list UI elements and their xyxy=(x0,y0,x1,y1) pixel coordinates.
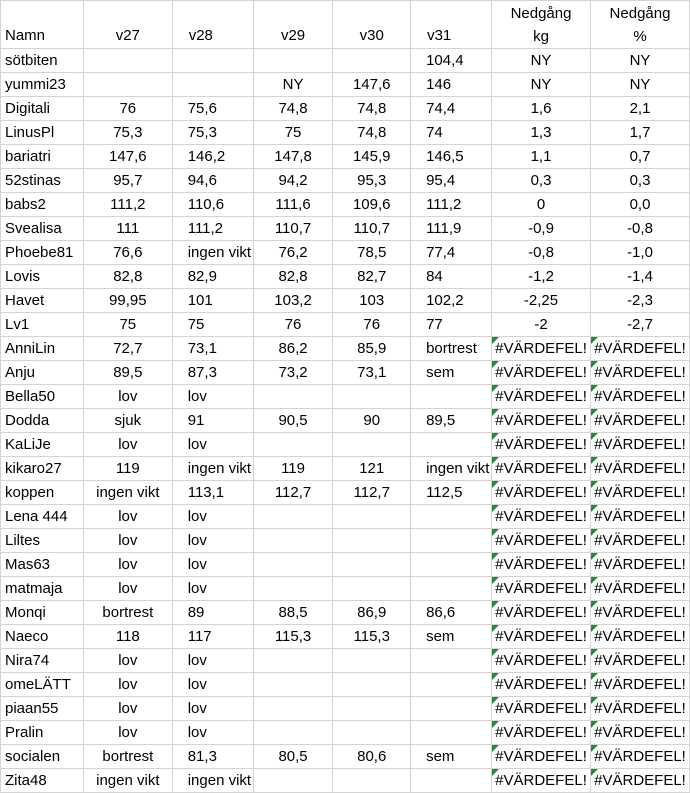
cell-v31[interactable] xyxy=(411,433,492,457)
cell-v30[interactable]: 90 xyxy=(333,409,411,433)
cell-v29[interactable]: 82,8 xyxy=(253,265,333,289)
header-loss-pct-cell[interactable] xyxy=(590,1,689,49)
cell-v28[interactable]: lov xyxy=(172,433,253,457)
cell-v28[interactable]: 82,9 xyxy=(172,265,253,289)
cell-loss-pct[interactable]: #VÄRDEFEL! xyxy=(590,625,689,649)
cell-loss-kg[interactable]: #VÄRDEFEL! xyxy=(492,409,591,433)
cell-name[interactable]: sötbiten xyxy=(1,49,84,73)
cell-v28[interactable]: 117 xyxy=(172,625,253,649)
cell-name[interactable]: yummi23 xyxy=(1,73,84,97)
cell-v30[interactable] xyxy=(333,553,411,577)
header-v30-cell[interactable]: v30 xyxy=(333,1,411,49)
cell-name[interactable]: Mas63 xyxy=(1,553,84,577)
table-row xyxy=(1,289,690,313)
table-row xyxy=(1,97,690,121)
cell-v30[interactable]: 147,6 xyxy=(333,73,411,97)
cell-v29[interactable]: 115,3 xyxy=(253,625,333,649)
cell-loss-pct[interactable]: #VÄRDEFEL! xyxy=(590,673,689,697)
header-loss-pct-line1: Nedgång xyxy=(609,5,671,22)
cell-v27[interactable]: lov xyxy=(83,673,172,697)
cell-name[interactable]: 52stinas xyxy=(1,169,84,193)
cell-v30[interactable]: 73,1 xyxy=(333,361,411,385)
cell-loss-pct[interactable]: -2,3 xyxy=(590,289,689,313)
cell-v30[interactable]: 110,7 xyxy=(333,217,411,241)
cell-v31[interactable]: 74 xyxy=(411,121,492,145)
cell-loss-kg[interactable]: #VÄRDEFEL! xyxy=(492,745,591,769)
cell-v31[interactable]: bortrest xyxy=(411,337,492,361)
cell-v30[interactable]: 145,9 xyxy=(333,145,411,169)
cell-name[interactable]: kikaro27 xyxy=(1,457,84,481)
cell-loss-pct[interactable]: #VÄRDEFEL! xyxy=(590,601,689,625)
table-row xyxy=(1,769,690,793)
cell-v30[interactable]: 76 xyxy=(333,313,411,337)
table-row xyxy=(1,673,690,697)
table-row xyxy=(1,217,690,241)
cell-v29[interactable] xyxy=(253,769,333,793)
cell-name[interactable]: piaan55 xyxy=(1,697,84,721)
cell-v31[interactable]: 77,4 xyxy=(411,241,492,265)
cell-v31[interactable] xyxy=(411,673,492,697)
cell-v29[interactable] xyxy=(253,553,333,577)
cell-v31[interactable]: 102,2 xyxy=(411,289,492,313)
table-row xyxy=(1,241,690,265)
cell-name[interactable]: babs2 xyxy=(1,193,84,217)
cell-v31[interactable]: 89,5 xyxy=(411,409,492,433)
cell-name[interactable]: Digitali xyxy=(1,97,84,121)
cell-v30[interactable]: 109,6 xyxy=(333,193,411,217)
cell-loss-kg[interactable]: #VÄRDEFEL! xyxy=(492,721,591,745)
cell-loss-kg[interactable]: -1,2 xyxy=(492,265,591,289)
cell-v30[interactable]: 95,3 xyxy=(333,169,411,193)
cell-v31[interactable] xyxy=(411,721,492,745)
cell-name[interactable]: KaLiJe xyxy=(1,433,84,457)
cell-v31[interactable] xyxy=(411,697,492,721)
cell-v28[interactable]: 75 xyxy=(172,313,253,337)
cell-v29[interactable] xyxy=(253,385,333,409)
cell-v30[interactable]: 80,6 xyxy=(333,745,411,769)
table-row xyxy=(1,745,690,769)
cell-name[interactable]: AnniLin xyxy=(1,337,84,361)
cell-loss-pct[interactable]: #VÄRDEFEL! xyxy=(590,481,689,505)
cell-v28[interactable] xyxy=(172,73,253,97)
header-loss-kg-line2: kg xyxy=(533,28,549,45)
cell-loss-kg[interactable]: #VÄRDEFEL! xyxy=(492,433,591,457)
table-row xyxy=(1,601,690,625)
cell-loss-pct[interactable]: #VÄRDEFEL! xyxy=(590,745,689,769)
cell-loss-pct[interactable]: #VÄRDEFEL! xyxy=(590,553,689,577)
table-row xyxy=(1,337,690,361)
cell-v31[interactable]: ingen vikt xyxy=(411,457,492,481)
cell-name[interactable]: Pralin xyxy=(1,721,84,745)
cell-v27[interactable]: 111,2 xyxy=(83,193,172,217)
table-row xyxy=(1,553,690,577)
cell-loss-pct[interactable]: 2,1 xyxy=(590,97,689,121)
cell-loss-pct[interactable]: #VÄRDEFEL! xyxy=(590,769,689,793)
cell-loss-kg[interactable]: #VÄRDEFEL! xyxy=(492,625,591,649)
cell-v28[interactable]: 146,2 xyxy=(172,145,253,169)
cell-v29[interactable]: 75 xyxy=(253,121,333,145)
cell-v28[interactable]: 73,1 xyxy=(172,337,253,361)
cell-v30[interactable]: 86,9 xyxy=(333,601,411,625)
cell-v29[interactable]: 76 xyxy=(253,313,333,337)
table-row xyxy=(1,73,690,97)
cell-v28[interactable]: ingen vikt xyxy=(172,457,253,481)
cell-v30[interactable] xyxy=(333,505,411,529)
cell-v29[interactable]: 94,2 xyxy=(253,169,333,193)
cell-v28[interactable]: 75,3 xyxy=(172,121,253,145)
table-row xyxy=(1,433,690,457)
cell-v28[interactable]: 87,3 xyxy=(172,361,253,385)
header-v28-cell[interactable]: v28 xyxy=(172,1,253,49)
cell-v27[interactable]: 89,5 xyxy=(83,361,172,385)
cell-v29[interactable]: 147,8 xyxy=(253,145,333,169)
cell-loss-pct[interactable]: 0,3 xyxy=(590,169,689,193)
cell-v28[interactable]: lov xyxy=(172,697,253,721)
cell-name[interactable]: Bella50 xyxy=(1,385,84,409)
cell-loss-kg[interactable]: 1,3 xyxy=(492,121,591,145)
cell-name[interactable]: Nira74 xyxy=(1,649,84,673)
cell-loss-kg[interactable]: 0,3 xyxy=(492,169,591,193)
cell-v30[interactable] xyxy=(333,529,411,553)
cell-name[interactable]: koppen xyxy=(1,481,84,505)
cell-loss-kg[interactable]: #VÄRDEFEL! xyxy=(492,553,591,577)
cell-v27[interactable] xyxy=(83,73,172,97)
cell-v27[interactable]: ingen vikt xyxy=(83,481,172,505)
cell-loss-pct[interactable]: #VÄRDEFEL! xyxy=(590,385,689,409)
table-row xyxy=(1,169,690,193)
cell-v29[interactable]: 119 xyxy=(253,457,333,481)
cell-v30[interactable] xyxy=(333,649,411,673)
cell-v30[interactable] xyxy=(333,49,411,73)
cell-loss-kg[interactable]: #VÄRDEFEL! xyxy=(492,697,591,721)
cell-v30[interactable]: 121 xyxy=(333,457,411,481)
table-row xyxy=(1,265,690,289)
cell-v31[interactable]: 74,4 xyxy=(411,97,492,121)
header-v27-cell[interactable]: v27 xyxy=(83,1,172,49)
cell-name[interactable]: Monqi xyxy=(1,601,84,625)
cell-name[interactable]: Lena 444 xyxy=(1,505,84,529)
cell-loss-pct[interactable]: 1,7 xyxy=(590,121,689,145)
cell-v30[interactable]: 82,7 xyxy=(333,265,411,289)
cell-loss-pct[interactable]: #VÄRDEFEL! xyxy=(590,721,689,745)
cell-v31[interactable]: sem xyxy=(411,361,492,385)
header-row xyxy=(1,1,690,49)
table-row xyxy=(1,697,690,721)
table-row xyxy=(1,505,690,529)
cell-v29[interactable]: 110,7 xyxy=(253,217,333,241)
table-row xyxy=(1,193,690,217)
cell-v29[interactable] xyxy=(253,721,333,745)
cell-v27[interactable]: lov xyxy=(83,433,172,457)
cell-loss-kg[interactable]: -2 xyxy=(492,313,591,337)
table-row xyxy=(1,457,690,481)
cell-v30[interactable] xyxy=(333,721,411,745)
cell-v30[interactable] xyxy=(333,697,411,721)
cell-v31[interactable] xyxy=(411,385,492,409)
cell-loss-kg[interactable]: -2,25 xyxy=(492,289,591,313)
cell-name[interactable]: Lovis xyxy=(1,265,84,289)
cell-v27[interactable]: 147,6 xyxy=(83,145,172,169)
cell-loss-pct[interactable]: #VÄRDEFEL! xyxy=(590,337,689,361)
table-row xyxy=(1,721,690,745)
cell-v27[interactable]: 119 xyxy=(83,457,172,481)
cell-v28[interactable]: 91 xyxy=(172,409,253,433)
cell-v28[interactable]: lov xyxy=(172,673,253,697)
cell-v28[interactable]: 111,2 xyxy=(172,217,253,241)
cell-loss-pct[interactable]: -1,4 xyxy=(590,265,689,289)
cell-v29[interactable] xyxy=(253,433,333,457)
cell-v31[interactable] xyxy=(411,529,492,553)
cell-v30[interactable] xyxy=(333,385,411,409)
cell-name[interactable]: Liltes xyxy=(1,529,84,553)
cell-loss-pct[interactable]: #VÄRDEFEL! xyxy=(590,457,689,481)
cell-loss-pct[interactable]: #VÄRDEFEL! xyxy=(590,649,689,673)
cell-loss-kg[interactable]: 1,6 xyxy=(492,97,591,121)
cell-loss-pct[interactable]: #VÄRDEFEL! xyxy=(590,577,689,601)
cell-name[interactable]: Naeco xyxy=(1,625,84,649)
cell-v31[interactable]: 77 xyxy=(411,313,492,337)
cell-loss-pct[interactable]: #VÄRDEFEL! xyxy=(590,697,689,721)
cell-loss-kg[interactable]: NY xyxy=(492,49,591,73)
table-row xyxy=(1,625,690,649)
cell-v29[interactable] xyxy=(253,505,333,529)
cell-v27[interactable]: lov xyxy=(83,649,172,673)
cell-v29[interactable] xyxy=(253,49,333,73)
cell-v28[interactable]: 113,1 xyxy=(172,481,253,505)
cell-loss-kg[interactable]: #VÄRDEFEL! xyxy=(492,529,591,553)
cell-v29[interactable]: 112,7 xyxy=(253,481,333,505)
table-row xyxy=(1,361,690,385)
cell-loss-kg[interactable]: -0,8 xyxy=(492,241,591,265)
cell-v27[interactable]: 72,7 xyxy=(83,337,172,361)
cell-v31[interactable] xyxy=(411,577,492,601)
cell-v28[interactable] xyxy=(172,49,253,73)
cell-v31[interactable] xyxy=(411,649,492,673)
cell-v28[interactable]: 110,6 xyxy=(172,193,253,217)
cell-v28[interactable]: lov xyxy=(172,505,253,529)
cell-v27[interactable]: 118 xyxy=(83,625,172,649)
cell-loss-kg[interactable]: -0,9 xyxy=(492,217,591,241)
cell-v31[interactable]: sem xyxy=(411,745,492,769)
cell-v31[interactable] xyxy=(411,769,492,793)
cell-v30[interactable]: 115,3 xyxy=(333,625,411,649)
cell-name[interactable]: omeLÄTT xyxy=(1,673,84,697)
table-row xyxy=(1,49,690,73)
table-row xyxy=(1,577,690,601)
cell-loss-pct[interactable]: #VÄRDEFEL! xyxy=(590,433,689,457)
cell-v29[interactable]: 90,5 xyxy=(253,409,333,433)
cell-v27[interactable]: lov xyxy=(83,697,172,721)
table-row xyxy=(1,409,690,433)
table-row xyxy=(1,649,690,673)
cell-v31[interactable]: 95,4 xyxy=(411,169,492,193)
cell-loss-pct[interactable]: -1,0 xyxy=(590,241,689,265)
cell-v28[interactable]: lov xyxy=(172,553,253,577)
cell-v30[interactable]: 74,8 xyxy=(333,97,411,121)
header-v29-cell[interactable]: v29 xyxy=(253,1,333,49)
cell-name[interactable]: matmaja xyxy=(1,577,84,601)
cell-v31[interactable]: 111,9 xyxy=(411,217,492,241)
cell-v30[interactable] xyxy=(333,433,411,457)
cell-v27[interactable]: lov xyxy=(83,529,172,553)
cell-v28[interactable]: lov xyxy=(172,577,253,601)
cell-name[interactable]: Anju xyxy=(1,361,84,385)
cell-loss-kg[interactable]: #VÄRDEFEL! xyxy=(492,337,591,361)
cell-v27[interactable]: lov xyxy=(83,505,172,529)
cell-v31[interactable]: 111,2 xyxy=(411,193,492,217)
cell-v27[interactable]: 76,6 xyxy=(83,241,172,265)
cell-name[interactable]: LinusPl xyxy=(1,121,84,145)
cell-v29[interactable]: 73,2 xyxy=(253,361,333,385)
table-row xyxy=(1,145,690,169)
cell-name[interactable]: Lv1 xyxy=(1,313,84,337)
cell-v31[interactable]: 84 xyxy=(411,265,492,289)
cell-v30[interactable]: 103 xyxy=(333,289,411,313)
cell-v27[interactable]: lov xyxy=(83,385,172,409)
cell-v29[interactable]: 103,2 xyxy=(253,289,333,313)
cell-v29[interactable]: NY xyxy=(253,73,333,97)
cell-v27[interactable]: ingen vikt xyxy=(83,769,172,793)
cell-v27[interactable]: 99,95 xyxy=(83,289,172,313)
cell-v27[interactable]: 75 xyxy=(83,313,172,337)
cell-loss-kg[interactable]: #VÄRDEFEL! xyxy=(492,481,591,505)
cell-loss-pct[interactable]: #VÄRDEFEL! xyxy=(590,529,689,553)
cell-v29[interactable] xyxy=(253,697,333,721)
cell-v27[interactable]: 76 xyxy=(83,97,172,121)
cell-v28[interactable]: lov xyxy=(172,385,253,409)
cell-loss-pct[interactable]: 0,7 xyxy=(590,145,689,169)
cell-v29[interactable]: 86,2 xyxy=(253,337,333,361)
cell-v31[interactable]: 146,5 xyxy=(411,145,492,169)
cell-v28[interactable]: lov xyxy=(172,721,253,745)
cell-v31[interactable]: 112,5 xyxy=(411,481,492,505)
cell-loss-pct[interactable]: 0,0 xyxy=(590,193,689,217)
cell-name[interactable]: bariatri xyxy=(1,145,84,169)
cell-loss-kg[interactable]: #VÄRDEFEL! xyxy=(492,673,591,697)
cell-v31[interactable]: 104,4 xyxy=(411,49,492,73)
cell-v28[interactable]: ingen vikt xyxy=(172,769,253,793)
cell-v29[interactable]: 74,8 xyxy=(253,97,333,121)
cell-loss-pct[interactable]: -2,7 xyxy=(590,313,689,337)
cell-v28[interactable]: ingen vikt xyxy=(172,241,253,265)
cell-v29[interactable]: 111,6 xyxy=(253,193,333,217)
cell-v29[interactable] xyxy=(253,649,333,673)
cell-v27[interactable]: 82,8 xyxy=(83,265,172,289)
cell-loss-pct[interactable]: #VÄRDEFEL! xyxy=(590,505,689,529)
table-row xyxy=(1,529,690,553)
cell-loss-kg[interactable]: 0 xyxy=(492,193,591,217)
cell-v30[interactable] xyxy=(333,769,411,793)
cell-v27[interactable] xyxy=(83,49,172,73)
cell-loss-pct[interactable]: #VÄRDEFEL! xyxy=(590,361,689,385)
cell-v27[interactable]: bortrest xyxy=(83,601,172,625)
cell-v27[interactable]: lov xyxy=(83,553,172,577)
cell-v28[interactable]: 81,3 xyxy=(172,745,253,769)
cell-v29[interactable]: 88,5 xyxy=(253,601,333,625)
cell-v30[interactable]: 112,7 xyxy=(333,481,411,505)
cell-loss-kg[interactable]: 1,1 xyxy=(492,145,591,169)
cell-loss-kg[interactable]: #VÄRDEFEL! xyxy=(492,457,591,481)
cell-v27[interactable]: 75,3 xyxy=(83,121,172,145)
cell-v27[interactable]: bortrest xyxy=(83,745,172,769)
cell-loss-kg[interactable]: #VÄRDEFEL! xyxy=(492,385,591,409)
cell-loss-kg[interactable]: #VÄRDEFEL! xyxy=(492,505,591,529)
cell-v29[interactable]: 76,2 xyxy=(253,241,333,265)
header-loss-kg-cell[interactable] xyxy=(492,1,591,49)
cell-v30[interactable] xyxy=(333,673,411,697)
cell-name[interactable]: Zita48 xyxy=(1,769,84,793)
cell-loss-kg[interactable]: #VÄRDEFEL! xyxy=(492,361,591,385)
cell-v27[interactable]: lov xyxy=(83,721,172,745)
cell-v29[interactable]: 80,5 xyxy=(253,745,333,769)
header-name-cell[interactable]: Namn xyxy=(1,1,84,49)
cell-loss-pct[interactable]: NY xyxy=(590,49,689,73)
header-loss-pct-line2: % xyxy=(633,28,647,45)
header-loss-kg-line1: Nedgång xyxy=(510,5,572,22)
cell-v28[interactable]: lov xyxy=(172,529,253,553)
cell-v31[interactable] xyxy=(411,553,492,577)
cell-name[interactable]: Havet xyxy=(1,289,84,313)
cell-loss-pct[interactable]: NY xyxy=(590,73,689,97)
cell-name[interactable]: Svealisa xyxy=(1,217,84,241)
cell-v28[interactable]: lov xyxy=(172,649,253,673)
cell-loss-kg[interactable]: #VÄRDEFEL! xyxy=(492,769,591,793)
cell-v27[interactable]: lov xyxy=(83,577,172,601)
cell-v28[interactable]: 94,6 xyxy=(172,169,253,193)
cell-loss-kg[interactable]: #VÄRDEFEL! xyxy=(492,601,591,625)
cell-v29[interactable] xyxy=(253,577,333,601)
cell-name[interactable]: socialen xyxy=(1,745,84,769)
cell-loss-kg[interactable]: #VÄRDEFEL! xyxy=(492,577,591,601)
cell-v30[interactable]: 74,8 xyxy=(333,121,411,145)
cell-v30[interactable]: 78,5 xyxy=(333,241,411,265)
cell-loss-kg[interactable]: #VÄRDEFEL! xyxy=(492,649,591,673)
cell-v31[interactable]: 86,6 xyxy=(411,601,492,625)
table-row xyxy=(1,481,690,505)
cell-loss-pct[interactable]: #VÄRDEFEL! xyxy=(590,409,689,433)
cell-v30[interactable]: 85,9 xyxy=(333,337,411,361)
cell-name[interactable]: Dodda xyxy=(1,409,84,433)
cell-name[interactable]: Phoebe81 xyxy=(1,241,84,265)
cell-v27[interactable]: 95,7 xyxy=(83,169,172,193)
table-row xyxy=(1,313,690,337)
cell-v27[interactable]: sjuk xyxy=(83,409,172,433)
cell-v28[interactable]: 101 xyxy=(172,289,253,313)
cell-v31[interactable]: sem xyxy=(411,625,492,649)
cell-v30[interactable] xyxy=(333,577,411,601)
table-row xyxy=(1,385,690,409)
table-row xyxy=(1,121,690,145)
cell-v31[interactable] xyxy=(411,505,492,529)
cell-loss-pct[interactable]: -0,8 xyxy=(590,217,689,241)
cell-v27[interactable]: 111 xyxy=(83,217,172,241)
header-v31-cell[interactable]: v31 xyxy=(411,1,492,49)
cell-loss-kg[interactable]: NY xyxy=(492,73,591,97)
cell-v28[interactable]: 75,6 xyxy=(172,97,253,121)
cell-v29[interactable] xyxy=(253,529,333,553)
cell-v29[interactable] xyxy=(253,673,333,697)
cell-v28[interactable]: 89 xyxy=(172,601,253,625)
cell-v31[interactable]: 146 xyxy=(411,73,492,97)
